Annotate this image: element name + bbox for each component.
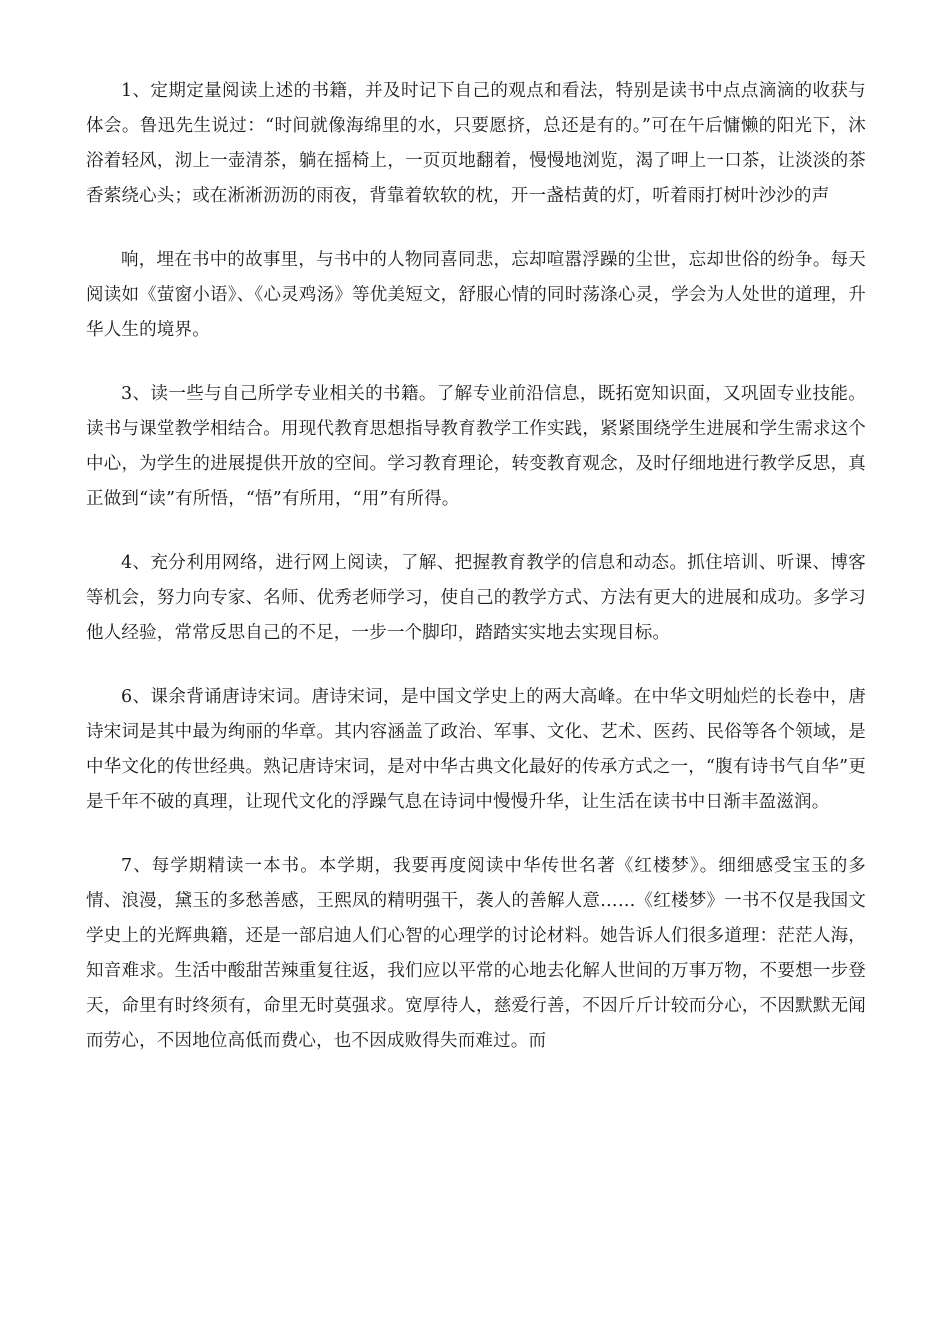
paragraph-6: 7、每学期精读一本书。本学期，我要再度阅读中华传世名著《红楼梦》。细细感受宝玉的多情、浪漫，黛玉的多愁善感，王熙凤的精明强干，袭人的善解人意……《红楼梦》一书不仅是我国文学史上的光辉典籍，还是一部启迪人们心智的心理学的讨论材料。她告诉人们很多道理：茫茫人海，知音难求。生活中酸甜苦辣重复往返，我们应以平常的心地去化解人世间的万事万物，不要想一步登天，命里有时终须有，命里无时莫强求。宽厚待人，慈爱行善，不因斤斤计较而分心，不因默默无闻而劳心，不因地位高低而费心，也不因成败得失而难过。而 <box>86 856 866 1051</box>
paragraph-1: 1、定期定量阅读上述的书籍，并及时记下自己的观点和看法，特别是读书中点点滴滴的收获与体会。鲁迅先生说过：“时间就像海绵里的水，只要愿挤，总还是有的。”可在午后慵懒的阳光下，沐浴着轻风，沏上一壶清茶，躺在摇椅上，一页页地翻着，慢慢地浏览，渴了呷上一口茶，让淡淡的茶香萦绕心头；或在淅淅沥沥的雨夜，背靠着软软的枕，开一盏桔黄的灯，听着雨打树叶沙沙的声 <box>86 81 866 206</box>
paragraph-5: 6、课余背诵唐诗宋词。唐诗宋词，是中国文学史上的两大高峰。在中华文明灿烂的长卷中，唐诗宋词是其中最为绚丽的华章。其内容涵盖了政治、军事、文化、艺术、医药、民俗等各个领域，是中华文化的传世经典。熟记唐诗宋词，是对中华古典文化最好的传承方式之一，“腹有诗书气自华”更是千年不破的真理，让现代文化的浮躁气息在诗词中慢慢升华，让生活在读书中日渐丰盈滋润。 <box>86 687 866 812</box>
paragraph-4: 4、充分利用网络，进行网上阅读，了解、把握教育教学的信息和动态。抓住培训、听课、博客等机会，努力向专家、名师、优秀老师学习，使自己的教学方式、方法有更大的进展和成功。多学习他人经验，常常反思自己的不足，一步一个脚印，踏踏实实地去实现目标。 <box>86 553 866 643</box>
paragraph-3: 3、读一些与自己所学专业相关的书籍。了解专业前沿信息，既拓宽知识面，又巩固专业技能。读书与课堂教学相结合。用现代教育思想指导教育教学工作实践，紧紧围绕学生进展和学生需求这个中心，为学生的进展提供开放的空间。学习教育理论，转变教育观念，及时仔细地进行教学反思，真正做到“读”有所悟，“悟”有所用，“用”有所得。 <box>86 384 866 509</box>
paragraph-2: 响，埋在书中的故事里，与书中的人物同喜同悲，忘却喧嚣浮躁的尘世，忘却世俗的纷争。每天阅读如《萤窗小语》、《心灵鸡汤》等优美短文，舒服心情的同时荡涤心灵，学会为人处世的道理，升华人生的境界。 <box>86 250 866 340</box>
